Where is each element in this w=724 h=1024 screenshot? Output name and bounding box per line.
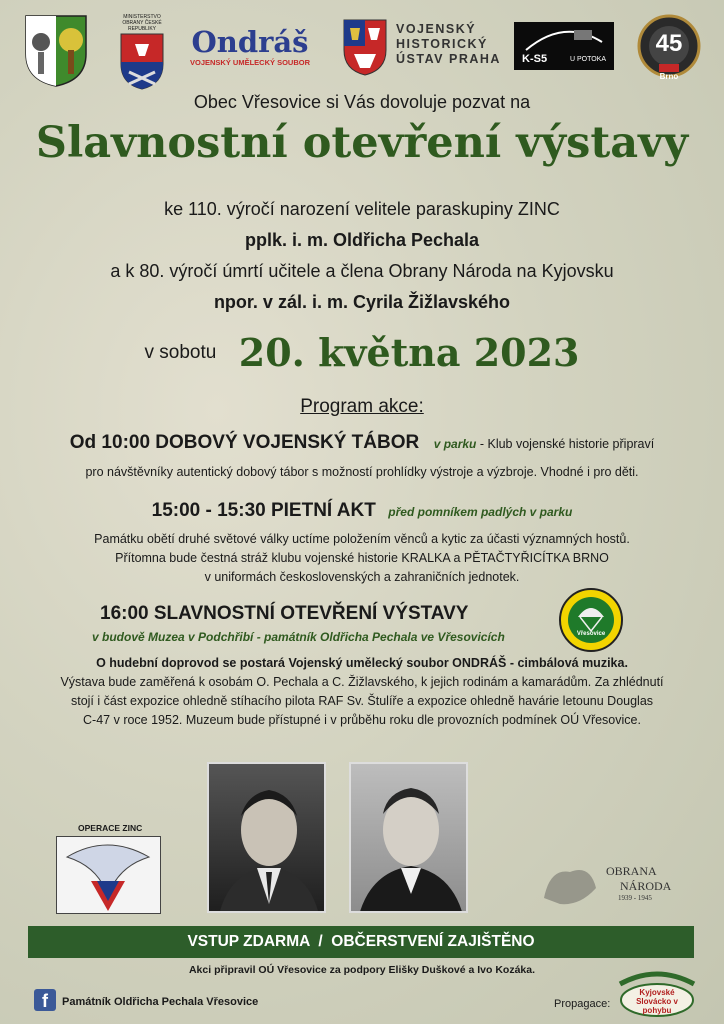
occasion-line-2: a k 80. výročí úmrtí učitele a člena Obrany Národa na Kyjovsku [110,261,614,281]
kyjovske-slovacko-logo: Kyjovské Slovácko v pohybu [614,968,700,1020]
item1-place: v parku [433,437,477,451]
ondras-subtitle: VOJENSKÝ UMĚLECKÝ SOUBOR [189,58,311,67]
ondras-logo [182,26,318,76]
item2-description-1: Památku obětí druhé světové války uctíme položením věnců a kytic za účasti významných hostů. [94,532,630,546]
portrait-pechal [207,762,326,913]
obrana-naroda-logo: OBRANA NÁRODA 1939 - 1945 [540,858,670,910]
portrait-zizlavsky [349,762,468,913]
item3-description-2: stojí i část expozice ohledně stíhacího pilota RAF Sv. Štulíře a expozice ohledně havárie letounu Douglas [70,694,654,708]
vhu-text: VOJENSKÝ HISTORICKÝ ÚSTAV PRAHA [396,22,501,66]
item3-place: v budově Muzea v Podchřibí - památník Oldřicha Pechala ve Vřesovicích [92,630,505,644]
item1-title: Od 10:00 DOBOVÝ VOJENSKÝ TÁBOR [69,432,420,453]
date-prefix: v sobotu [144,341,217,363]
item3-description-3: C-47 v roce 1952. Muzeum bude přístupné i v průběhu roku dle provozních podmínek OÚ Vřesovice. [83,713,641,727]
item3-description-1: Výstava bude zaměřená k osobám O. Pechala a C. Žižlavského, k jejich rodinám a kamarádům. Za zhlédnutí [60,675,664,689]
program-heading: Program akce: [300,396,424,417]
honoree-2: npor. v zál. i. m. Cyrila Žižlavského [213,292,511,312]
credits: Akci připravil OÚ Vřesovice za podpory Elišky Duškové a Ivo Kozáka. [188,964,536,976]
item2-place: před pomníkem padlých v parku [388,505,573,519]
program-item-1 [0,432,724,454]
item2-description-3: v uniformách československých a zahraničních jednotek. [204,570,520,584]
ondras-name: Ondráš [191,25,309,59]
vhu-coat-of-arms [342,18,388,76]
operace-zinc-label: OPERACE ZINC [78,823,143,833]
item2-title: 15:00 - 15:30 PIETNÍ AKT [151,500,376,521]
invite-line: Obec Vřesovice si Vás dovoluje pozvat na [193,92,531,112]
date-value: 20. května 2023 [238,330,580,375]
item2-description-2: Přítomna bude čestná stráž klubu vojenské historie KRALKA a PĚTAČTYŘICÍTKA BRNO [115,551,609,565]
item1-tail: - Klub vojenské historie připraví [476,437,655,451]
facebook-page-name[interactable]: Památník Oldřicha Pechala Vřesovice [62,996,259,1008]
facebook-icon[interactable]: f [34,989,56,1011]
event-date [0,330,724,375]
ks5-logo: K-S5 U POTOKA [514,22,614,70]
museum-badge: Vřesovice [558,587,624,653]
occasion-line-1: ke 110. výročí narození velitele paraskupiny ZINC [164,199,560,219]
propagace-label: Propagace: [554,998,611,1010]
ministry-of-defence-logo: MINISTERSTVO OBRANY ČESKÉ REPUBLIKY [112,14,172,90]
page-title: Slavnostní otevření výstavy [35,118,689,168]
item3-music: O hudební doprovod se postará Vojenský umělecký soubor ONDRÁŠ - cimbálová muzika. [96,656,628,670]
item1-description: pro návštěvníky autentický dobový tábor s možností prohlídky výstroje a výzbroje. Vhodné i pro děti. [85,465,639,479]
entry-info-bar: VSTUP ZDARMA / OBČERSTVENÍ ZAJIŠTĚNO [28,926,694,958]
item3-title: 16:00 SLAVNOSTNÍ OTEVŘENÍ VÝSTAVY [100,603,469,624]
vresovice-coat-of-arms [24,14,88,88]
honoree-1: pplk. i. m. Oldřicha Pechala [244,230,480,250]
program-item-2 [0,500,724,522]
operace-zinc-badge [56,836,161,914]
club-45-badge: 45 Brno [637,14,701,84]
